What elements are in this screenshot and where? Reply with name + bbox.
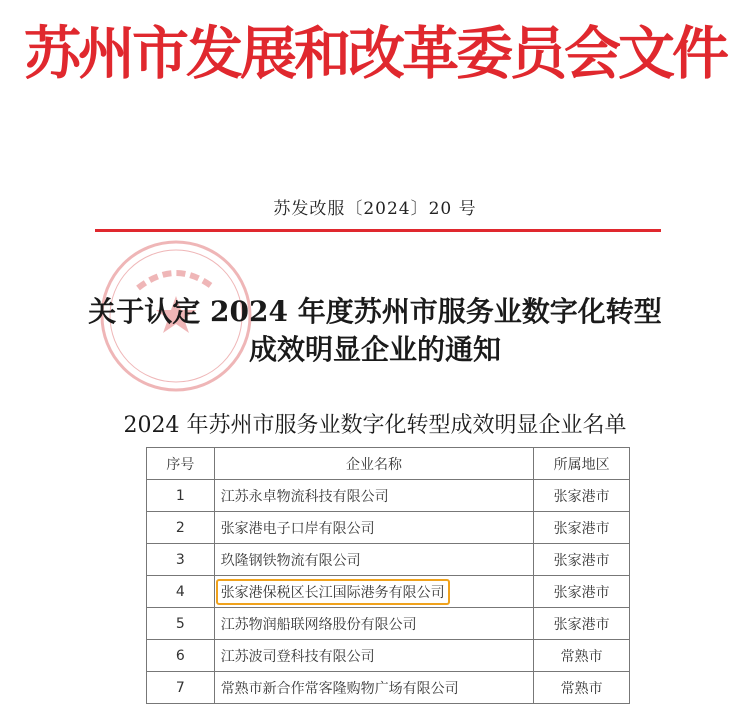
region-cell: 常熟市 bbox=[534, 640, 630, 672]
company-name-cell bbox=[214, 544, 534, 576]
company-name-cell bbox=[214, 672, 534, 704]
company-name-cell bbox=[214, 480, 534, 512]
document-header-title: 苏州市发展和改革委员会文件 bbox=[24, 20, 726, 87]
table-row bbox=[147, 608, 630, 640]
row-number: 4 bbox=[147, 576, 215, 608]
company-name-cell bbox=[214, 640, 534, 672]
company-name: 常熟市新合作常客隆购物广场有限公司 bbox=[220, 680, 459, 697]
row-number: 3 bbox=[147, 544, 215, 576]
region-cell: 张家港市 bbox=[534, 608, 630, 640]
table-row bbox=[147, 544, 630, 576]
region-cell: 张家港市 bbox=[534, 480, 630, 512]
document-number: 苏发改服〔2024〕20 号 bbox=[273, 199, 477, 219]
company-name-cell bbox=[214, 608, 534, 640]
column-header-region: 所属地区 bbox=[534, 448, 630, 480]
notice-title-line-2: 成效明显企业的通知 bbox=[248, 333, 501, 366]
region-cell: 常熟市 bbox=[534, 672, 630, 704]
table-row bbox=[147, 672, 630, 704]
row-number: 6 bbox=[147, 640, 215, 672]
company-name: 江苏波司登科技有限公司 bbox=[220, 648, 375, 665]
highlighted-company-name: 张家港保税区长江国际港务有限公司 bbox=[216, 579, 450, 605]
company-name: 江苏永卓物流科技有限公司 bbox=[220, 488, 389, 505]
column-header-company-name: 企业名称 bbox=[214, 448, 534, 480]
red-divider-line bbox=[95, 229, 661, 232]
company-name: 张家港电子口岸有限公司 bbox=[220, 520, 375, 537]
company-name: 江苏物润船联网络股份有限公司 bbox=[220, 616, 417, 633]
row-number: 7 bbox=[147, 672, 215, 704]
table-row bbox=[147, 512, 630, 544]
region-cell: 张家港市 bbox=[534, 544, 630, 576]
row-number: 1 bbox=[147, 480, 215, 512]
region-cell: 张家港市 bbox=[534, 576, 630, 608]
row-number: 5 bbox=[147, 608, 215, 640]
row-number: 2 bbox=[147, 512, 215, 544]
list-heading: 2024 年苏州市服务业数字化转型成效明显企业名单 bbox=[123, 413, 627, 438]
table-header-row bbox=[147, 448, 630, 480]
company-table bbox=[146, 447, 630, 704]
notice-title-line-1: 关于认定 2024 年度苏州市服务业数字化转型 bbox=[88, 295, 662, 328]
table-row bbox=[147, 640, 630, 672]
table-row bbox=[147, 576, 630, 608]
table-row bbox=[147, 480, 630, 512]
company-name-cell bbox=[214, 576, 534, 608]
company-name-cell bbox=[214, 512, 534, 544]
company-name: 玖隆钢铁物流有限公司 bbox=[220, 552, 361, 569]
column-header-number: 序号 bbox=[147, 448, 215, 480]
region-cell: 张家港市 bbox=[534, 512, 630, 544]
